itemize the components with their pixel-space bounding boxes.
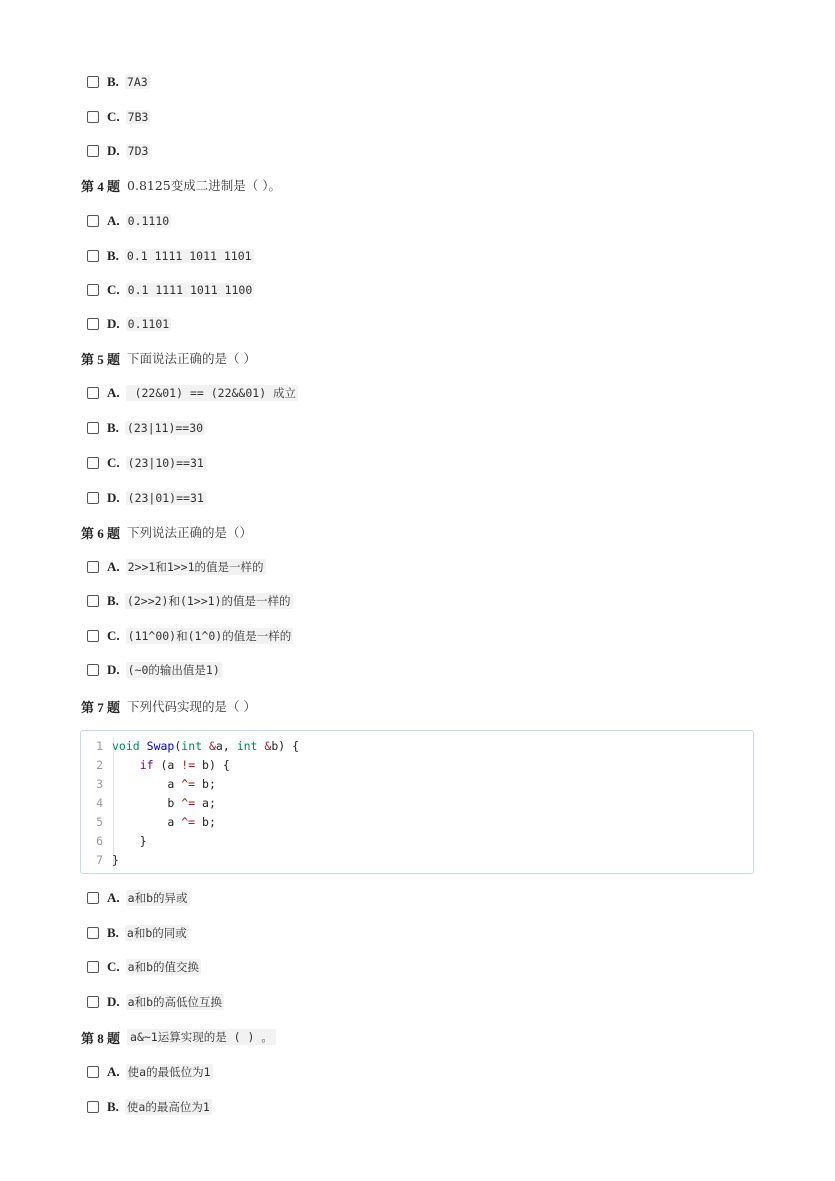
code-token: a, [215,738,237,753]
code-token: a [167,814,182,829]
question-number: 第 7 题 [81,699,121,715]
question-number: 第 6 题 [81,525,121,541]
code-line-6 [81,831,147,850]
q8-option-b[interactable] [87,1097,212,1117]
code-line-5 [81,812,216,831]
code-token: ^= [181,814,196,829]
code-token: ^= [181,776,196,791]
question-4-header [81,175,281,195]
checkbox[interactable] [87,927,99,939]
code-line-7 [81,850,119,869]
code-token: int [236,738,258,753]
option-letter: C. [107,959,120,974]
question-8-header [81,1027,276,1047]
code-token: } [112,833,147,848]
option-text: 0.1 1111 1011 1101 [126,249,252,263]
code-token: & [257,738,272,753]
code-token: a [167,776,182,791]
option-letter: D. [107,994,120,1009]
code-line-2 [81,755,230,774]
code-line-1 [81,736,299,755]
question-text: 下列说法正确的是（） [127,525,253,540]
question-text: 下面说法正确的是（ ） [127,351,256,366]
option-text: 使a的最低位为1 [127,1065,211,1079]
line-number: 5 [96,814,103,829]
checkbox[interactable] [87,1101,99,1113]
checkbox[interactable] [87,561,99,573]
line-number: 6 [96,833,103,848]
checkbox[interactable] [87,318,99,330]
option-letter: C. [107,455,120,470]
question-number: 第 8 题 [81,1030,121,1046]
q6-option-c[interactable] [87,626,293,646]
code-token [112,815,167,829]
checkbox[interactable] [87,630,99,642]
code-token: void [112,738,140,753]
option-text: 7D3 [127,144,149,158]
option-letter: B. [107,248,119,263]
q4-option-a[interactable] [87,211,171,231]
option-text: (23|01)==31 [127,491,204,505]
q8-option-a[interactable] [87,1062,213,1082]
question-text: 0.8125变成二进制是（ ）。 [127,178,281,193]
q3-option-b[interactable] [87,72,150,92]
code-token: != [181,757,196,772]
option-text: (23|11)==30 [126,421,204,435]
q7-option-b[interactable] [87,923,189,943]
code-block [80,730,754,874]
option-text: 0.1101 [127,317,170,331]
option-text: (23|10)==31 [127,456,204,470]
q7-option-a[interactable] [87,888,190,908]
code-token: int [181,738,203,753]
code-token [112,758,140,772]
code-token: a; [195,795,216,810]
checkbox[interactable] [87,250,99,262]
q4-option-c[interactable] [87,280,254,300]
code-token [112,796,167,810]
option-letter: D. [107,316,120,331]
option-text: a和b的高低位互换 [127,995,222,1009]
option-text: 7B3 [127,110,149,124]
checkbox[interactable] [87,457,99,469]
code-line-3 [81,774,216,793]
q5-option-d[interactable] [87,488,206,508]
option-letter: C. [107,109,120,124]
checkbox[interactable] [87,111,99,123]
q6-option-a[interactable] [87,557,266,577]
code-token: if [139,757,154,772]
q3-option-c[interactable] [87,107,150,127]
code-token: b; [195,814,216,829]
option-text: (~0的输出值是1) [127,663,220,677]
option-letter: A. [107,559,120,574]
code-token: b) { [271,738,300,753]
checkbox[interactable] [87,892,99,904]
question-text: 下列代码实现的是（ ） [127,699,256,714]
option-letter: D. [107,490,120,505]
q7-option-d[interactable] [87,992,224,1012]
option-letter: B. [107,593,119,608]
option-text: 7A3 [126,75,148,89]
option-text: (22&01) == (22&&01) 成立 [127,386,297,400]
option-letter: A. [107,385,120,400]
q4-option-d[interactable] [87,314,171,334]
q5-option-a[interactable] [87,383,298,403]
checkbox[interactable] [87,284,99,296]
option-letter: A. [107,1064,120,1079]
option-letter: B. [107,1099,119,1114]
checkbox[interactable] [87,664,99,676]
option-text: 2>>1和1>>1的值是一样的 [127,560,264,574]
checkbox[interactable] [87,492,99,504]
option-text: (11^00)和(1^0)的值是一样的 [127,629,292,643]
q4-option-b[interactable] [87,246,254,266]
line-number: 3 [96,776,103,791]
code-token: ( [174,738,182,753]
q3-option-d[interactable] [87,141,150,161]
code-token: & [202,738,216,753]
option-letter: D. [107,143,120,158]
code-token: b) { [195,757,230,772]
option-letter: D. [107,662,120,677]
code-line-4 [81,793,216,812]
line-number: 2 [96,757,103,772]
checkbox[interactable] [87,76,99,88]
question-5-header [81,348,256,368]
q5-option-c[interactable] [87,453,206,473]
code-token: b [167,795,182,810]
option-text: 使a的最高位为1 [126,1100,210,1114]
code-token: Swap [146,738,175,753]
checkbox[interactable] [87,595,99,607]
line-number: 4 [96,795,103,810]
option-letter: A. [107,890,120,905]
q5-option-b[interactable] [87,418,205,438]
option-letter: A. [107,213,120,228]
q6-option-b[interactable] [87,591,293,611]
checkbox[interactable] [87,1066,99,1078]
option-letter: B. [107,925,119,940]
checkbox[interactable] [87,215,99,227]
question-text: a&~1运算实现的是 ( ) 。 [127,1029,276,1045]
question-7-header [81,696,256,716]
option-text: 0.1110 [127,214,170,228]
option-text: 0.1 1111 1011 1100 [127,283,253,297]
code-token: ^= [181,795,196,810]
q6-option-d[interactable] [87,660,222,680]
option-letter: C. [107,628,120,643]
checkbox[interactable] [87,145,99,157]
option-text: a和b的异或 [127,891,188,905]
checkbox[interactable] [87,996,99,1008]
line-number: 7 [96,852,103,867]
code-token [112,777,167,791]
line-number: 1 [96,738,103,753]
option-letter: B. [107,420,119,435]
code-token: } [112,852,119,867]
option-letter: B. [107,74,119,89]
option-text: (2>>2)和(1>>1)的值是一样的 [126,594,291,608]
question-6-header [81,522,252,542]
question-number: 第 5 题 [81,351,121,367]
q7-option-c[interactable] [87,957,201,977]
checkbox[interactable] [87,422,99,434]
code-token: b; [195,776,216,791]
code-token: (a [153,757,182,772]
option-text: a和b的同或 [126,926,187,940]
checkbox[interactable] [87,387,99,399]
option-text: a和b的值交换 [127,960,199,974]
option-letter: C. [107,282,120,297]
question-number: 第 4 题 [81,178,121,194]
checkbox[interactable] [87,961,99,973]
